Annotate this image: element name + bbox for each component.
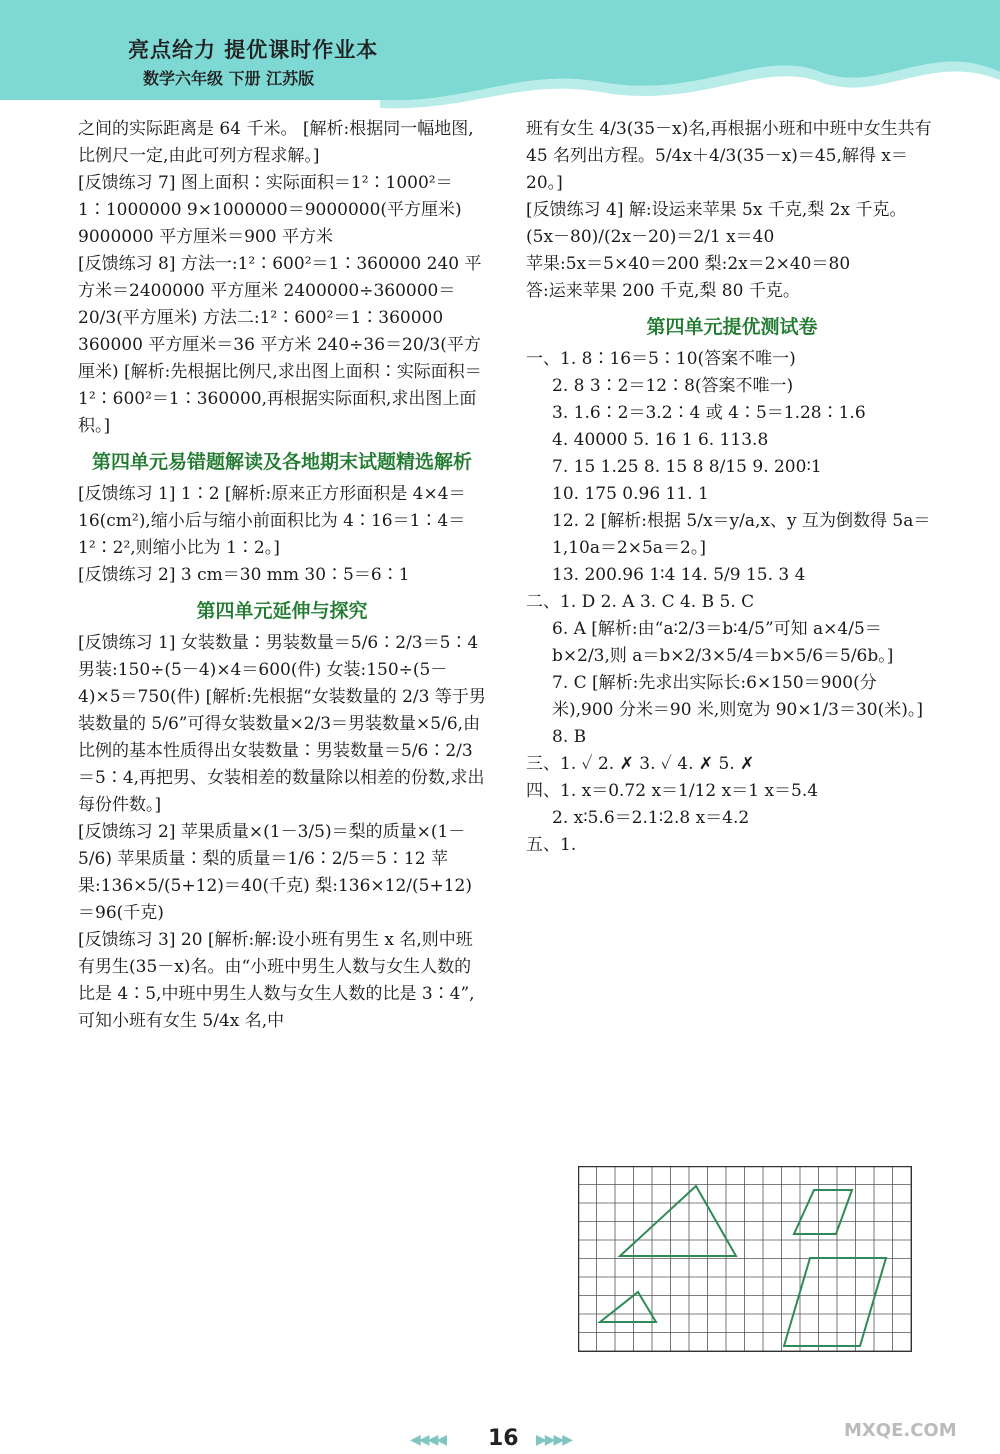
answer-line: 13. 200.96 1∶4 14. 5/9 15. 3 4 <box>552 565 806 585</box>
answer-line: 一、1. 8∶16＝5∶10(答案不唯一) <box>526 349 796 369</box>
answer-line: 四、1. x＝0.72 x＝1/12 x＝1 x＝5.4 <box>526 781 819 801</box>
right-column <box>526 116 938 859</box>
paragraph: [反馈练习 2] 苹果质量×(1－3/5)＝梨的质量×(1－5/6) 苹果质量∶梨的质量＝1/6∶2/5＝5∶12 苹果:136×5/(5+12)＝40(千克) 梨:136×12/(5+12)＝96(千克) <box>78 822 472 923</box>
paragraph: [反馈练习 3] 20 [解析:解:设小班有男生 x 名,则中班有男生(35－x)名。由“小班中男生人数与女生人数的比是 4∶5,中班中男生人数与女生人数的比是 3∶4”,可知小班有女生 5/4x 名,中 <box>78 930 475 1031</box>
answer-line: 7. C [解析:先求出实际长:6×150＝900(分米),900 分米＝90 米,则宽为 90×1/3＝30(米)。] <box>552 673 923 720</box>
answer-line: 10. 175 0.96 11. 1 <box>552 484 709 504</box>
paragraph: [反馈练习 1] 1∶2 [解析:原来正方形面积是 4×4＝16(cm²),缩小后与缩小前面积比为 4∶16＝1∶4＝1²∶2²,则缩小比为 1∶2。] <box>78 484 466 558</box>
header-band <box>0 0 1000 130</box>
section-heading: 第四单元提优测试卷 <box>646 316 818 338</box>
section-heading: 第四单元延伸与探究 <box>196 600 368 622</box>
paragraph: [反馈练习 8] 方法一:1²∶600²＝1∶360000 240 平方米＝2400000 平方厘米 2400000÷360000＝20/3(平方厘米) 方法二:1²∶600²＝1∶360000 360000 平方厘米＝36 平方米 240÷36＝20/3(平方厘米) [解析:先根据比例尺,求出图上面积∶实际面积＝1²∶600²＝1∶360000,再根据实际面积,求出图上面积。] <box>78 254 482 436</box>
left-arrows-icon: ◀◀◀◀ <box>410 1432 446 1448</box>
answer-line: 2. 8 3∶2＝12∶8(答案不唯一) <box>552 376 794 396</box>
right-arrows-icon: ▶▶▶▶ <box>536 1432 572 1448</box>
answer-line: 二、1. D 2. A 3. C 4. B 5. C <box>526 592 755 612</box>
answer-line: 12. 2 [解析:根据 5/x＝y/a,x、y 互为倒数得 5a＝1,10a＝2×5a＝2。] <box>552 511 931 558</box>
paragraph: 答:运来苹果 200 千克,梨 80 千克。 <box>526 281 800 301</box>
small-parallelogram <box>794 1190 852 1234</box>
answer-line: 8. B <box>552 727 587 747</box>
small-triangle <box>600 1292 656 1322</box>
answer-line: 3. 1.6∶2＝3.2∶4 或 4∶5＝1.28∶1.6 <box>552 403 866 423</box>
paragraph: 班有女生 4/3(35－x)名,再根据小班和中班中女生共有 45 名列出方程。5/4x＋4/3(35－x)＝45,解得 x＝20。] <box>526 119 932 193</box>
answer-line: 7. 15 1.25 8. 15 8 8/15 9. 200∶1 <box>552 457 822 477</box>
answer-line: 五、1. <box>526 835 577 855</box>
large-triangle <box>620 1186 736 1256</box>
page-number: 16 <box>488 1426 519 1451</box>
answer-line: 2. x∶5.6＝2.1∶2.8 x＝4.2 <box>552 808 750 828</box>
paragraph: [反馈练习 1] 女装数量∶男装数量＝5/6∶2/3＝5∶4 男装:150÷(5－4)×4＝600(件) 女装:150÷(5－4)×5＝750(件) [解析:先根据“女装数量的 2/3 等于男装数量的 5/6”可得女装数量×2/3＝男装数量×5/6,由比例的基本性质得出女装数量∶男装数量＝5/6∶2/3＝5∶4,再把男、女装相差的数量除以相差的份数,求出每份件数。] <box>78 633 486 815</box>
paragraph: 苹果:5x＝5×40＝200 梨:2x＝2×40＝80 <box>526 254 851 274</box>
section-heading: 第四单元易错题解读及各地期末试题精选解析 <box>91 451 472 473</box>
watermark: MXQE.COM <box>844 1420 957 1441</box>
paragraph: [反馈练习 4] 解:设运来苹果 5x 千克,梨 2x 千克。 (5x－80)/(2x－20)＝2/1 x＝40 <box>526 200 907 247</box>
answer-line: 6. A [解析:由“a∶2/3＝b∶4/5”可知 a×4/5＝b×2/3,则 a＝b×2/3×5/4＝b×5/6＝5/6b。] <box>552 619 894 666</box>
paragraph: 之间的实际距离是 64 千米。 [解析:根据同一幅地图,比例尺一定,由此可列方程求解。] <box>78 119 474 166</box>
paragraph: [反馈练习 7] 图上面积∶实际面积＝1²∶1000²＝1∶1000000 9×1000000＝9000000(平方厘米) 9000000 平方厘米＝900 平方米 <box>78 173 462 247</box>
header-wave <box>0 0 1000 130</box>
book-subtitle: 数学六年级 下册 江苏版 <box>143 69 315 88</box>
paragraph: [反馈练习 2] 3 cm＝30 mm 30∶5＝6∶1 <box>78 565 410 585</box>
answer-line: 4. 40000 5. 16 1 6. 113.8 <box>552 430 769 450</box>
left-column <box>78 116 486 1035</box>
grid-figure <box>578 1166 912 1352</box>
grid-svg <box>578 1166 912 1352</box>
answer-line: 三、1. ✓ 2. ✗ 3. ✓ 4. ✗ 5. ✗ <box>526 754 755 774</box>
book-title: 亮点给力 提优课时作业本 <box>128 38 379 62</box>
